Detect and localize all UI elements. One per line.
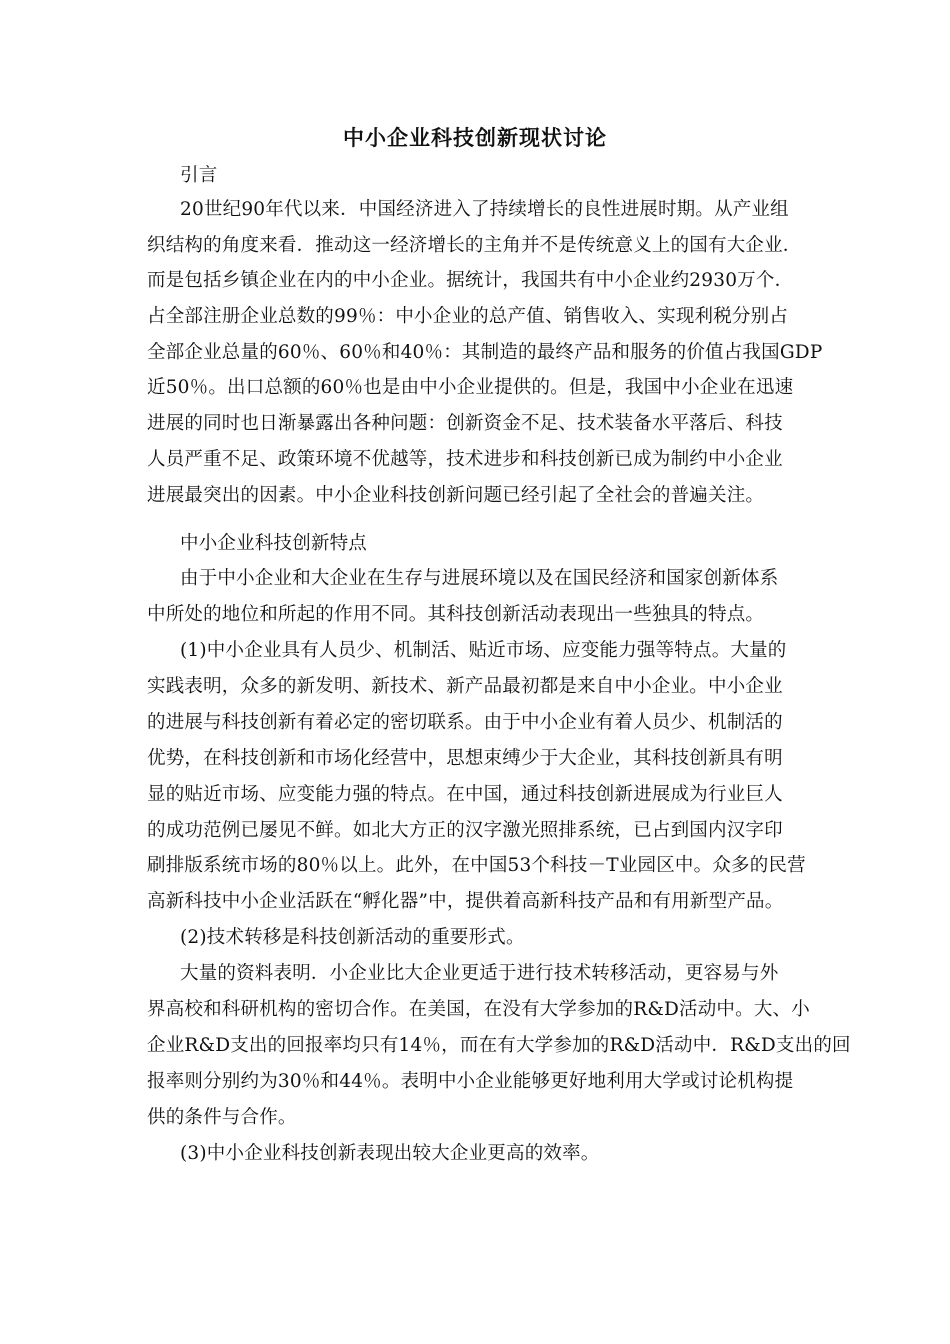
paragraph-line: 报率则分别约为30％和44％。表明中小企业能够更好地利用大学或讨论机构提 [147, 1071, 794, 1092]
paragraph-line: 大量的资料表明．小企业比大企业更适于进行技术转移活动，更容易与外 [180, 963, 779, 984]
paragraph-line: 由于中小企业和大企业在生存与进展环境以及在国民经济和国家创新体系 [180, 568, 779, 589]
paragraph-line: 显的贴近市场、应变能力强的特点。在中国，通过科技创新进展成为行业巨人 [147, 784, 783, 805]
paragraph-line: (1)中小企业具有人员少、机制活、贴近市场、应变能力强等特点。大量的 [180, 640, 787, 661]
paragraph-line: 的成功范例已屡见不鲜。如北大方正的汉字激光照排系统，已占到国内汉字印 [147, 820, 783, 841]
paragraph-line: 中所处的地位和所起的作用不同。其科技创新活动表现出一些独具的特点。 [147, 604, 765, 625]
paragraph-line: 高新科技中小企业活跃在“孵化器”中，提供着高新科技产品和有用新型产品。 [147, 891, 784, 912]
paragraph-line: 织结构的角度来看．推动这一经济增长的主角并不是传统意义上的国有大企业． [147, 235, 802, 256]
paragraph-line: 而是包括乡镇企业在内的中小企业。据统计，我国共有中小企业约2930万个． [147, 270, 794, 291]
paragraph-line: 进展的同时也日渐暴露出各种问题：创新资金不足、技术装备水平落后、科技 [147, 413, 783, 434]
paragraph-line: 企业R&D支出的回报率均只有14％，而在有大学参加的R&D活动中．R&D支出的回 [147, 1035, 851, 1056]
paragraph-line: 20世纪90年代以来．中国经济进入了持续增长的良性进展时期。从产业组 [180, 199, 789, 220]
paragraph-line: 界高校和科研机构的密切合作。在美国，在没有大学参加的R&D活动中。大、小 [147, 999, 810, 1020]
document-title: 中小企业科技创新现状讨论 [343, 125, 607, 150]
paragraph-line: 进展最突出的因素。中小企业科技创新问题已经引起了全社会的普遍关注。 [147, 485, 765, 506]
heading-features: 中小企业科技创新特点 [180, 533, 368, 554]
paragraph-line: 实践表明，众多的新发明、新技术、新产品最初都是来自中小企业。中小企业 [147, 676, 783, 697]
paragraph-line: 全部企业总量的60％、60％和40％：其制造的最终产品和服务的价值占我国GDP [147, 342, 823, 363]
paragraph-line: 占全部注册企业总数的99％：中小企业的总产值、销售收入、实现利税分别占 [147, 306, 789, 327]
paragraph-line: (3)中小企业科技创新表现出较大企业更高的效率。 [180, 1143, 600, 1164]
paragraph-line: 的进展与科技创新有着必定的密切联系。由于中小企业有着人员少、机制活的 [147, 712, 783, 733]
paragraph-line: 刷排版系统市场的80％以上。此外，在中国53个科技－T业园区中。众多的民营 [147, 855, 806, 876]
paragraph-line: 近50％。出口总额的60％也是由中小企业提供的。但是，我国中小企业在迅速 [147, 377, 794, 398]
paragraph-line: 优势，在科技创新和市场化经营中，思想束缚少于大企业，其科技创新具有明 [147, 748, 783, 769]
heading-intro: 引言 [180, 165, 218, 186]
paragraph-line: (2)技术转移是科技创新活动的重要形式。 [180, 927, 525, 948]
paragraph-line: 人员严重不足、政策环境不优越等，技术进步和科技创新已成为制约中小企业 [147, 449, 783, 470]
paragraph-line: 供的条件与合作。 [147, 1107, 297, 1128]
